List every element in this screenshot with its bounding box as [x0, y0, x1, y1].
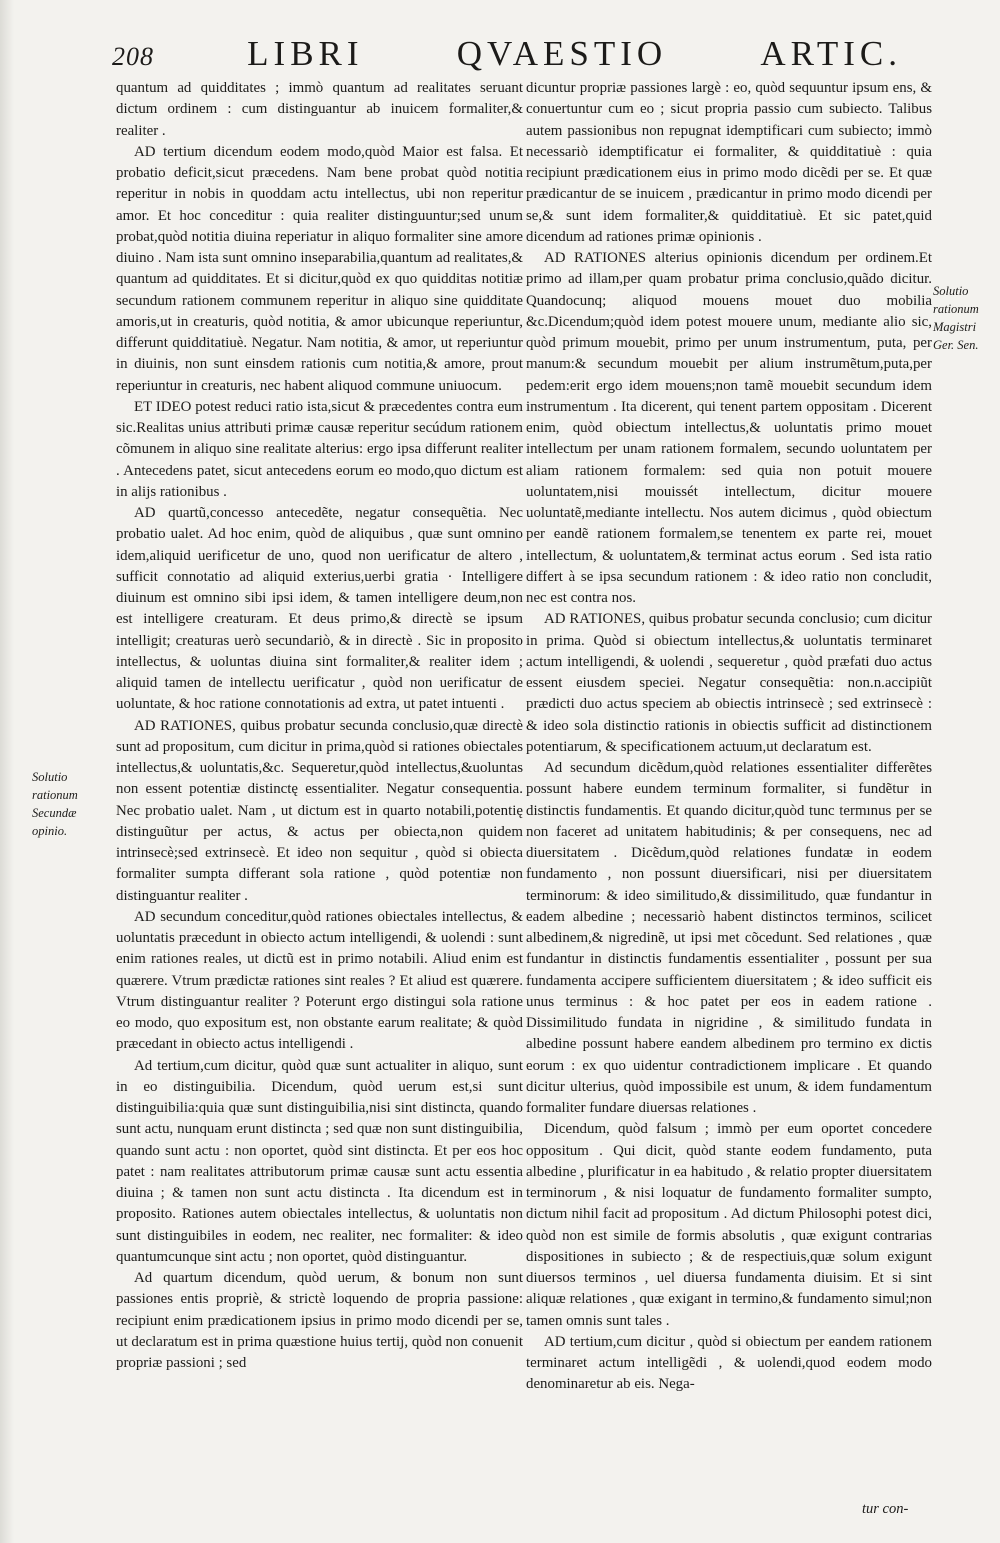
right-margin-note: Solutio rationum Magistri Ger. Sen.	[933, 284, 979, 352]
left-paragraph: AD secundum conceditur,quòd rationes obiectales intellectus, & uoluntatis præcedunt in obiecto actum intelligendi, & uolendi : sunt enim rationes reales, ut dictũ est in primo notabili. Aliud enim est quærere. Vtrum prædictæ rationes sint reales ? Et aliud est quærere. Vtrum distinguantur realiter ? Poterunt ergo distingui sola ratione eo modo, quo expositum est, non obstante earum realitate; & quòd præcedant in obiecto actus intelligendi .	[116, 908, 523, 1053]
left-margin-note: Solutio rationum Secundæ opinio.	[32, 770, 78, 838]
left-paragraph: AD tertium dicendum eodem modo,quòd Maior est falsa. Et probatio deficit,sicut præcedens. Nam bene probat quòd notitia reperitur in nobis in quoddam actu intellectus, ubi non reperitur amor. Et hoc conceditur : quia realiter distinguuntur;sed unum probat,quòd notitia diuina reperiatur in aliquo formaliter sine amore diuino . Nam ista sunt omnino inseparabilia,quantum ad realitates,& quantum ad quidditates. Et si dicitur,quòd ex quo quidditas notitiæ secundum rationem communem reperitur in aliquo sine quidditate amoris,ut in creaturis, quòd notitia, & amor ubicunque reperiuntur, differunt quidditatiuè. Negatur. Nam notitia, & amor, ut reperiuntur in diuinis, non sunt einsdem rationis cum notitia,& amore, prout reperiuntur in creaturis, nec habent aliquod commune uniuocum.	[116, 143, 523, 394]
running-header	[112, 34, 902, 82]
left-paragraph: Ad quartum dicendum, quòd uerum, & bonum non sunt passiones entis propriè, & strictè loquendo de propria passione: recipiunt enim prædicationem ipsius in primo modo dicendi per se, ut declaratum est in prima quæstione huius tertij, quòd non conuenit propriæ passioni ; sed	[116, 1270, 523, 1371]
right-paragraph: Dicendum, quòd falsum ; immò per eum oportet concedere oppositum . Qui dicit, quòd stante eodem fundamento, puta albedine , plurificatur in ea habitudo , & relatio propter diuersitatem terminorum , & nisi loquatur de fundamento formaliter sumpto, dictum nihil facit ad propositum . Ad dictum Philosophi potest dici, quòd non est simile de formis absolutis , quæ exigunt contrarias dispositiones in subiecto ; & de respectiuis,quæ solum exigunt diuersos terminos , uel diuersa fundamenta diuisim. Et si sint aliquæ relationes , quæ exigant in termino,& fundamento simul;non tamen omnis sunt tales .	[526, 1121, 932, 1329]
header-left: LIBRI	[247, 34, 364, 73]
right-paragraph: AD RATIONES alterius opinionis dicendum per ordinem.Et primo ad illam,per quam probatur prima conclusio,quãdo dicitur. Quandocunq; aliquod mouens mouet duo mobilia &c.Dicendum;quòd idem potest mouere unum, mediante alio sic, quòd primum mouebit, primo per unum instrumentum, puta, per manum:& secundum mouebit per alium instrumẽtum,puta,per pedem:erit ergo idem mouens;non tamẽ mouebit secundum idem instrumentum . Ita dicerent, qui tenent partem oppositam . Dicerent enim, quòd obiectum intellectus,& uoluntatis primo mouet intellectum per unam rationem formalem, secundo uoluntatem per aliam rationem formalem: sed quia non potuit mouere uoluntatem,nisi mouissét intellectum, dicitur mouere uoluntatẽ,mediante intellectu. Nos autem dicimus , quòd obiectum per eandẽ rationem formalem,se tenentem ex parte rei, mouet intellectum, & uoluntatem,& terminat actus eorum . Sed ista ratio differt à se ipsa secundum rationem : & ideo ratio non concludit, nec est contra nos.	[526, 250, 932, 606]
left-paragraph: AD RATIONES, quibus probatur secunda conclusio,quæ directè sunt ad propositum, cum dicitur in prima,quòd si rationes obiectales intellectus,& uoluntatis,&c. Sequeretur,quòd intellectus,&uoluntas non essent potentiæ distinctę essentialiter. Negatur consequentia. Nec probatio ualet. Nam , ut dictum est in quarto notabili,potentię distinguũtur per actus, & actus per obiecta,non quidem intrinsecè;sed extrinsecè. Et ideo non sequitur , quòd si obiecta formaliter sumpta differant sola ratione , quòd potentiæ non distinguantur realiter .	[116, 717, 523, 904]
right-paragraph: Ad secundum dicẽdum,quòd relationes essentialiter differẽtes possunt habere eundem terminum formaliter, si fundẽtur in distinctis fundamentis. Et quando dicitur,quòd tunc termınus per se non faceret ad unitatem habitudinis; & per consequens, nec ad diuersitatem . Dicẽdum,quòd relationes fundatæ in eodem fundamento , non possunt diuersificari, nisi per diuersitatem terminorum: & ideo similitudo,& dissimilitudo, quæ fundantur in eadem albedine ; necessariò habent distinctos terminos, scilicet albedinem,& nigredinẽ, ut ipsi met cõcedunt. Sed relationes , quæ fundantur in distinctis fundamentis essentialiter , possunt per sua fundamenta accipere sufficientem diuersitatem ; & ideo sufficit eis unus terminus : & hoc patet per eos in eadem ratione . Dissimilitudo fundata in nigridine , & similitudo fundata in albedine possunt habere eandem albedinem pro termino ex dictis eorum : ex quo uidentur contradictionem implicare . Et quando dicitur ulterius, quòd impossibile est unum, & idem fundamentum formaliter fundare diuersas relationes .	[526, 760, 932, 1116]
header-right: ARTIC.	[760, 34, 902, 73]
left-text-column	[116, 78, 523, 1488]
header-center: QVAESTIO	[456, 34, 668, 73]
right-text-column	[526, 78, 932, 1488]
catchword: tur con-	[862, 1501, 909, 1517]
page-gutter-shadow	[0, 0, 14, 1543]
right-paragraph: dicuntur propriæ passiones largè : eo, quòd sequuntur ipsum ens, & conuertuntur cum eo ; sicut propria passio cum subiecto. Talibus autem passionibus non repugnat idemptificari cum subiecto; immò necessariò idemptificatur ei formaliter, & quidditatiuè : quia recipiunt prædicationem eius in primo modo dicẽdi per se. Et quæ prædicantur de se inuicem , prædicantur in primo modo dicendi per se,& sunt idem formaliter,& quidditatiuè. Et sic patet,quid dicendum ad rationes primæ opinionis .	[526, 80, 932, 245]
page-number: 208	[112, 42, 154, 71]
left-paragraph: quantum ad quidditates ; immò quantum ad realitates seruant dictum ordinem : cum distinguantur ab inuicem formaliter,& realiter .	[116, 80, 523, 139]
left-paragraph: Ad tertium,cum dicitur, quòd quæ sunt actualiter in aliquo, sunt in eo distinguibilia. Dicendum, quòd uerum est,si sunt distinguibilia:quia quæ sunt distinguibilia,nisi sint distincta, quando sunt actu, nunquam erunt distincta ; sed quæ non sunt distinguibilia, quando sunt actu : non oportet, quòd sint distincta. Et per eos hoc patet : nam realitates attributorum primæ causæ sunt actu essentia diuina ; & tamen non sunt actu distincta . Ita dicendum est in proposito. Rationes autem obiectales intellectus, & uoluntatis non sunt distinguibiles in eodem, nec realiter, nec formaliter: & ideo quantumcunque sint actu ; non oportet, quòd distinguantur.	[116, 1057, 523, 1265]
right-paragraph: AD tertium,cum dicitur , quòd si obiectum per eandem rationem terminaret actum intelligẽdi , & uolendi,quod eodem modo denominaretur ab eis. Nega-	[526, 1333, 932, 1393]
left-paragraph: ET IDEO potest reduci ratio ista,sicut & præcedentes contra eum sic.Realitas unius attributi primæ causæ reperitur secúdum rationem cõmunem in aliquo sine realitate alterius: ergo ipsa differunt realiter . Antecedens patet, sicut antecedens eorum eo modo,quo dictum est in alijs rationibus .	[116, 398, 523, 500]
left-paragraph: AD quartũ,concesso antecedẽte, negatur consequẽtia. Nec probatio ualet. Ad hoc enim, quòd de aliquibus , quæ sunt omnino idem,aliquid uerificetur de uno, quod non uerificatur de altero , sufficit connotatio ad aliquid exterius,uerbi gratia · Intelligere diuinum est omnino sibi ipsi idem, & tamen intelligere deum,non est intelligere creaturam. Et deus primo,& directè se ipsum intelligit; creaturas uerò secundariò, & in directè . Sic in proposito intellectus, & uoluntas diuina sint formaliter,& realiter idem ; aliquid tamen de intellectu uerificatur , quòd non uerificatur de uoluntate, & hoc ratione connotationis ad extra, ut patet intuenti .	[116, 505, 523, 713]
right-paragraph: AD RATIONES, quibus probatur secunda conclusio; cum dicitur in prima. Quòd si obiectum intellectus,& uoluntatis terminaret actum intelligendi, & uolendi , sequeretur , quòd præfati duo actus essent eiusdem speciei. Negatur consequẽtia: non.n.accipiũt prædicti duo actus speciem ab obiectis intrinsecè ; sed extrinsecè : & ideo sola distinctio rationis in obiectis sufficit ad distinctionem potentiarum, & specificationem actuum,ut declaratum est.	[526, 611, 932, 755]
